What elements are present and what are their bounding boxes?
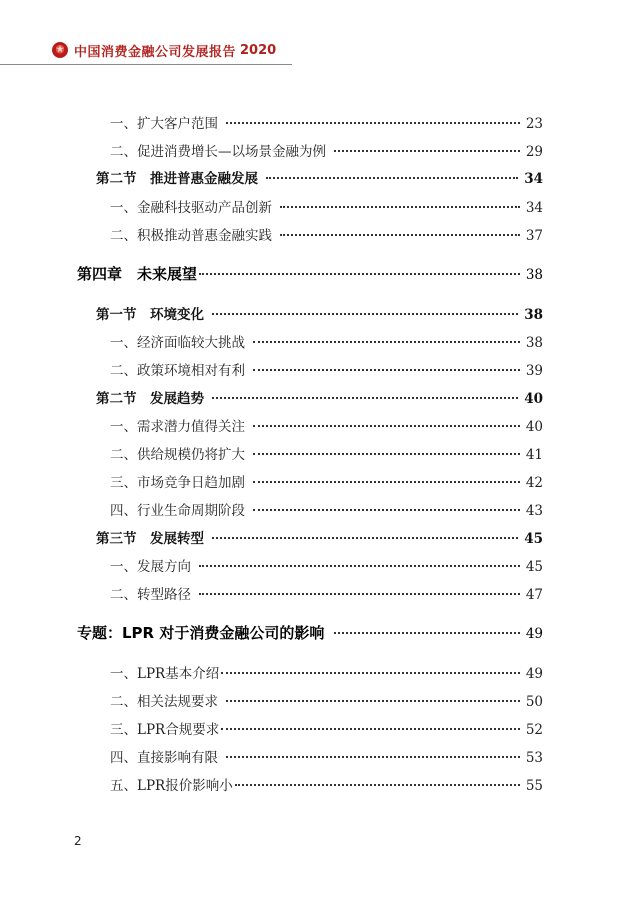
toc-entry[interactable]: 三、LPR合规要求 52 (110, 722, 543, 738)
toc-section[interactable]: 第二节 发展趋势 40 (96, 391, 543, 407)
toc-entry[interactable]: 一、扩大客户范围 23 (110, 116, 543, 132)
leader-dots (212, 397, 518, 399)
leader-dots (253, 453, 520, 455)
toc-entry[interactable]: 三、市场竞争日趋加剧 42 (110, 475, 543, 491)
toc-section[interactable]: 第一节 环境变化 38 (96, 307, 543, 323)
toc-section[interactable]: 第二节 推进普惠金融发展 34 (96, 171, 543, 187)
leader-dots (253, 425, 520, 427)
toc-entry[interactable]: 二、转型路径 47 (110, 587, 543, 603)
toc-entry[interactable]: 二、相关法规要求 50 (110, 694, 543, 710)
report-year: 2020 (240, 42, 277, 58)
toc-entry[interactable]: 五、LPR报价影响小 55 (110, 778, 543, 794)
leader-dots (280, 234, 520, 236)
page-number: 2 (74, 834, 82, 848)
leader-dots (253, 481, 520, 483)
toc-entry[interactable]: 四、行业生命周期阶段 43 (110, 503, 543, 519)
leader-dots (199, 593, 520, 595)
leader-dots (334, 150, 520, 152)
report-header (52, 42, 276, 58)
toc-entry[interactable]: 一、发展方向 45 (110, 559, 543, 575)
leader-dots (199, 273, 520, 275)
leader-dots (212, 313, 518, 315)
toc-entry[interactable]: 一、LPR基本介绍 49 (110, 666, 543, 682)
toc-entry[interactable]: 一、金融科技驱动产品创新 34 (110, 200, 543, 216)
leader-dots (226, 700, 520, 702)
toc-chapter[interactable]: 第四章 未来展望 38 (77, 265, 543, 283)
leader-dots (334, 632, 519, 634)
toc-entry[interactable]: 一、需求潜力值得关注 40 (110, 419, 543, 435)
leader-dots (253, 341, 520, 343)
leader-dots (253, 369, 520, 371)
toc-section[interactable]: 第三节 发展转型 45 (96, 531, 543, 547)
leader-dots (226, 122, 520, 124)
toc-entry[interactable]: 二、积极推动普惠金融实践 37 (110, 228, 543, 244)
toc-special-topic[interactable]: 专题：LPR 对于消费金融公司的影响 49 (77, 624, 543, 642)
leader-dots (226, 756, 520, 758)
toc-entry[interactable]: 一、经济面临较大挑战 38 (110, 335, 543, 351)
leader-dots (266, 177, 518, 179)
toc-entry[interactable]: 二、供给规模仍将扩大 41 (110, 447, 543, 463)
toc-entry[interactable]: 二、促进消费增长—以场景金融为例 29 (110, 144, 543, 160)
report-title: 中国消费金融公司发展报告 (74, 44, 237, 60)
leader-dots (221, 672, 520, 674)
header-divider (0, 64, 292, 65)
toc-entry[interactable]: 二、政策环境相对有利 39 (110, 363, 543, 379)
leader-dots (212, 537, 518, 539)
emblem-icon (52, 42, 68, 58)
leader-dots (221, 728, 520, 730)
leader-dots (235, 784, 520, 786)
leader-dots (280, 206, 520, 208)
leader-dots (199, 565, 520, 567)
toc-entry[interactable]: 四、直接影响有限 53 (110, 750, 543, 766)
leader-dots (253, 509, 520, 511)
